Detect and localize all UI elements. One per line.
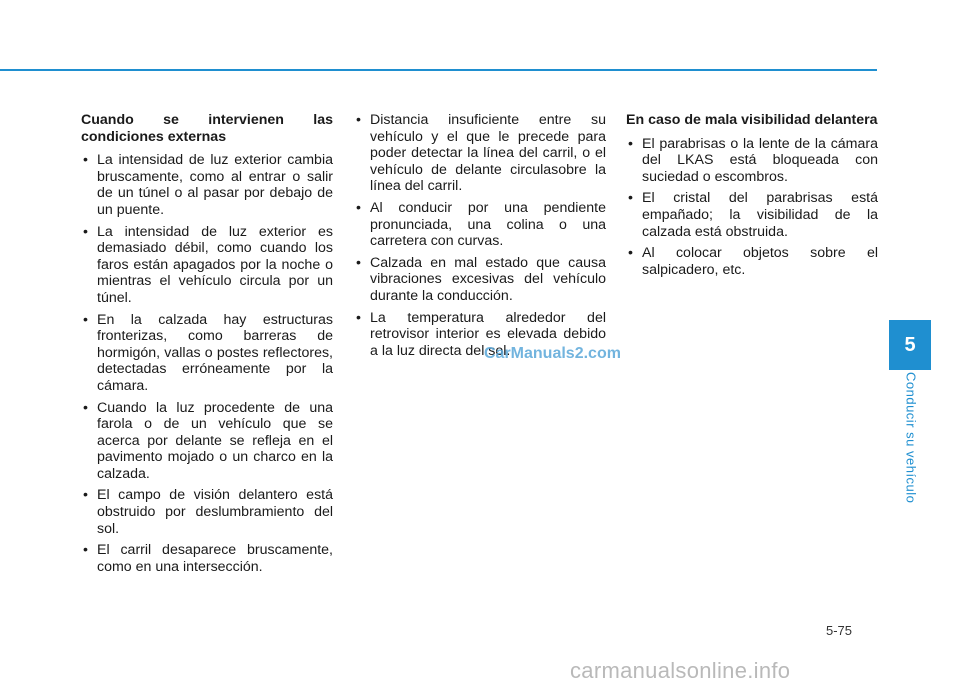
chapter-number-tab: 5	[889, 320, 931, 370]
bullet-list	[626, 136, 878, 279]
bullet-icon: •	[628, 190, 633, 207]
watermark-link[interactable]: CarManuals2.com	[484, 345, 621, 362]
list-item: • La intensidad de luz exterior es demasiado débil, como cuando los faros están apagados por la noche o mientras el vehículo circula por un túnel.	[83, 223, 333, 306]
list-item: • El cristal del parabrisas está empañado; la visibilidad de la calzada está obstruida.	[628, 190, 878, 240]
list-item: • Al colocar objetos sobre el salpicadero, etc.	[628, 245, 878, 278]
bullet-icon: •	[83, 152, 88, 169]
footer-watermark: carmanualsonline.info	[570, 658, 791, 683]
bullet-icon: •	[356, 112, 361, 128]
chapter-title: Conducir su vehículo	[903, 372, 919, 504]
bullet-list	[354, 112, 606, 359]
bullet-icon: •	[83, 311, 88, 328]
bullet-icon: •	[83, 399, 88, 416]
bullet-icon: •	[356, 254, 361, 271]
chapter-title-side	[901, 372, 921, 522]
list-item: • Cuando la luz procedente de una farola o de un vehículo que se acerca por delante se refleja en el pavimento mojado o un charco en la calzada.	[83, 399, 333, 482]
list-item: • El carril desaparece bruscamente, como en una intersección.	[83, 542, 333, 575]
bullet-icon: •	[83, 487, 88, 504]
section-heading: En caso de mala visibilidad delantera	[626, 112, 878, 128]
bullet-icon: •	[628, 245, 633, 262]
list-item: • Al conducir por una pendiente pronunciada, una colina o una carretera con curvas.	[356, 199, 606, 250]
page-number: 5-75	[826, 623, 853, 638]
text-column-2	[354, 112, 606, 364]
list-item: • Calzada en mal estado que causa vibraciones excesivas del vehículo durante la conducción.	[356, 254, 606, 304]
section-heading: Cuando se intervienen las condiciones externas	[81, 112, 333, 145]
list-item: • El campo de visión delantero está obstruido por deslumbramiento del sol.	[83, 487, 333, 537]
list-item: • Distancia insuficiente entre su vehículo y el que le precede para poder detectar la línea del carril, o el vehículo de delante circulasobre la línea del carril.	[356, 112, 606, 195]
list-item: • La intensidad de luz exterior cambia bruscamente, como al entrar o salir de un túnel o al pasar por debajo de un puente.	[83, 152, 333, 218]
bullet-icon: •	[356, 309, 361, 326]
bullet-icon: •	[628, 135, 633, 152]
list-item: • El parabrisas o la lente de la cámara del LKAS está bloqueada con suciedad o escombros.	[628, 135, 878, 185]
list-item: • En la calzada hay estructuras fronterizas, como barreras de hormigón, vallas o postes reflectores, detectadas erróneamente por la cámara.	[83, 311, 333, 394]
list-item: • La temperatura alrededor del retrovisor interior es elevada debido a la luz directa del sol.	[356, 309, 606, 359]
bullet-icon: •	[83, 223, 88, 240]
text-column-1	[81, 112, 333, 580]
bullet-icon: •	[83, 542, 88, 559]
bullet-icon: •	[356, 199, 361, 216]
header-rule	[0, 69, 877, 71]
bullet-list	[81, 152, 333, 575]
text-column-3	[626, 112, 878, 283]
